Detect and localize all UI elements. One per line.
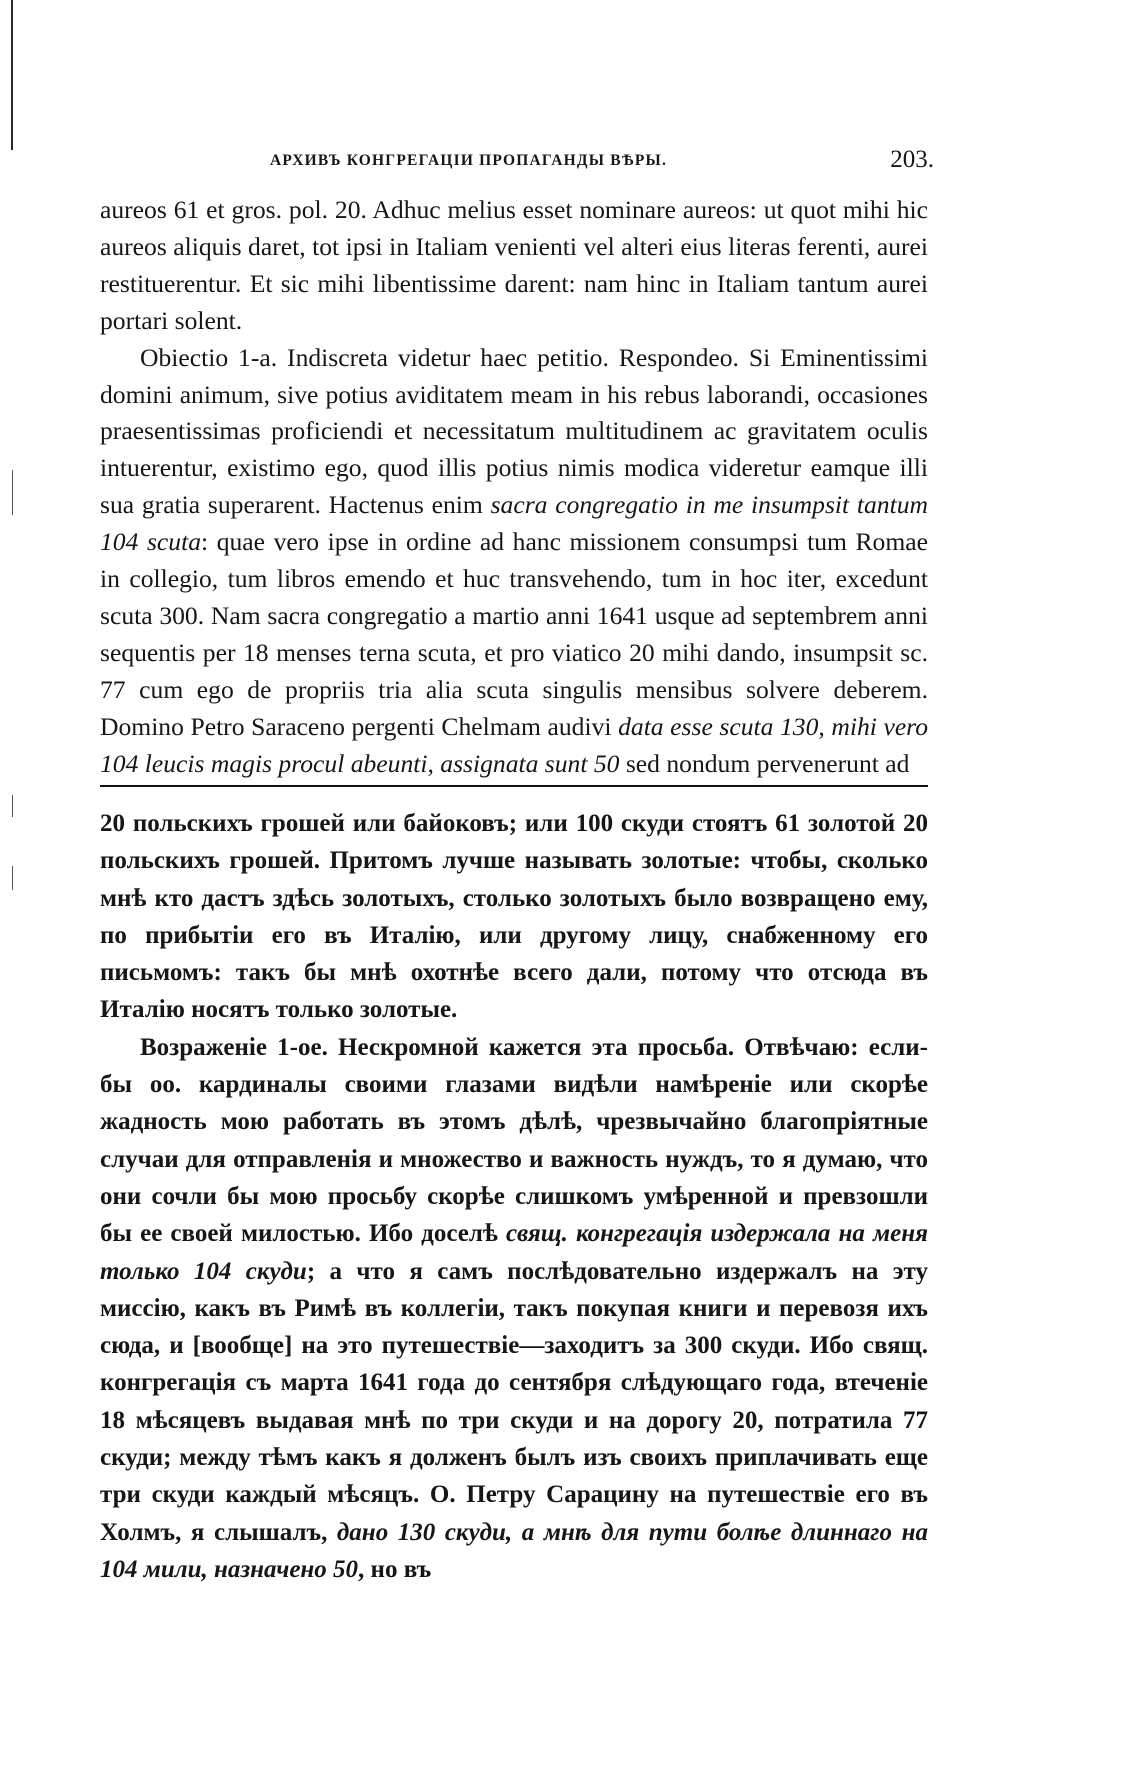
italic-emphasis: sacra congregatio in me insumpsit tantum 104 scuta — [100, 490, 928, 557]
paragraph — [100, 805, 928, 1029]
italic-emphasis: data esse scuta 130, mihi vero 104 leucis magis procul abeunti, assignata sunt 50 — [100, 711, 928, 778]
scan-edge-mark — [11, 0, 13, 150]
text-run: Obiectio 1-a. Indiscreta videtur haec petitio. Respondeo. Si Eminentissimi domini animum, sive potius aviditatem meam in his rebus laborandi, occasiones praesentissimas proficiendi et necessitatum multitudinem ac gravitatem oculis intuerentur, existimo ego, quod illis potius nimis modica videretur eamque illi sua gratia superarent. Hactenus enim — [100, 342, 928, 520]
paragraph — [100, 1029, 928, 1588]
italic-emphasis: свящ. конгрегація издержала на меня только 104 скуди — [100, 1220, 928, 1285]
text-run: , но въ — [358, 1555, 432, 1583]
italic-emphasis: дано 130 скуди, а мнѣ для пути болѣе длиннаго на 104 мили, назначено 50 — [100, 1518, 928, 1583]
text-run: ; а что я самъ послѣдовательно издержалъ на эту миссію, какъ въ Римѣ въ коллегіи, такъ покупая книги и перевозя ихъ сюда, и [вообще] на это путешествіе—заходитъ за 300 скуди. Ибо свящ. конгрегація съ марта 1641 года до сентября слѣдующаго года, втеченіе 18 мѣсяцевъ выдавая мнѣ по три скуди и на дорогу 20, потратила 77 скуди; между тѣмъ какъ я долженъ былъ изъ своихъ приплачивать еще три скуди каждый мѣсяцъ. О. Петру Сарацину на путешествіе его въ Холмъ, я слышалъ, — [100, 1257, 928, 1546]
russian-translation-text — [100, 805, 928, 1588]
latin-original-text — [100, 192, 928, 783]
text-run: 20 польскихъ грошей или байоковъ; или 100 скуди стоятъ 61 золотой 20 польскихъ грошей. Притомъ лучше называть золотые: чтобы, сколько мнѣ кто дастъ здѣсь золотыхъ, столько золотыхъ было возвращено ему, по прибытіи его въ Италію, или другому лицу, снабженному его письмомъ: такъ бы мнѣ охотнѣе всего дали, потому что отсюда въ Италію носятъ только золотые. — [100, 810, 928, 1024]
paragraph — [100, 192, 928, 340]
scan-edge-mark — [12, 795, 13, 817]
text-run: : quae vero ipse in ordine ad hanc missionem consumpsi tum Romae in collegio, tum libros emendo et huc transvehendo, tum in hoc iter, excedunt scuta 300. Nam sacra congregatio a martio anni 1641 usque ad septembrem anni sequentis per 18 menses terna scuta, et pro viatico 20 mihi dando, insumpsit sc. 77 cum ego de propriis tria alia scuta singulis mensibus solvere deberem. Domino Petro Saraceno pergenti Chelmam audivi — [100, 527, 928, 741]
scan-edge-mark — [12, 866, 13, 890]
text-run: aureos 61 et gros. pol. 20. Adhuc melius esset nominare aureos: ut quot mihi hic aureos aliquis daret, tot ipsi in Italiam venienti vel alteri eius literas ferenti, aurei restituerentur. Et sic mihi libentissime darent: nam hinc in Italiam tantum aurei portari solent. — [100, 195, 928, 335]
section-divider — [100, 785, 928, 787]
scan-edge-mark — [12, 470, 13, 515]
running-title: АРХИВЪ КОНГРЕГАЦІИ ПРОПАГАНДЫ ВѢРЫ. — [270, 152, 668, 169]
text-run: sed nondum pervenerunt ad — [619, 748, 910, 778]
text-run: Возраженіе 1-ое. Нескромной кажется эта просьба. Отвѣчаю: если-бы оо. кардиналы своими глазами видѣли намѣреніе или скорѣе жадность мою работать въ этомъ дѣлѣ, чрезвычайно благопріятные случаи для отправленія и множество и важность нуждъ, то я думаю, что они сочли бы мою просьбу скорѣе слишкомъ умѣренной и превзошли бы ее своей милостью. Ибо доселѣ — [100, 1033, 928, 1248]
page-number: 203. — [890, 146, 934, 173]
paragraph — [100, 340, 928, 783]
running-header — [258, 146, 938, 176]
